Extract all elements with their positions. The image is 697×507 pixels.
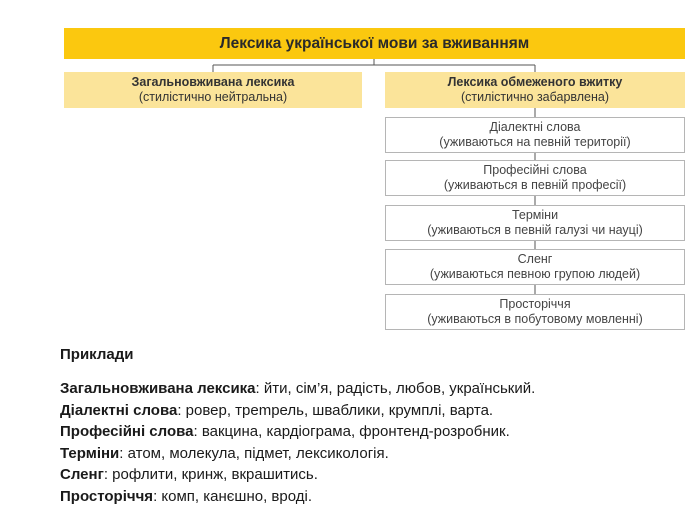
example-line <box>60 400 685 422</box>
example-words: : ровер, трempель, шваблики, крумплі, варта. <box>177 401 494 419</box>
subtype-name: Просторіччя <box>499 297 571 311</box>
category-box-restricted-vocabulary <box>385 72 685 108</box>
example-line <box>60 486 685 507</box>
subtype-box-terms <box>385 205 685 241</box>
category-note: (стилістично нейтральна) <box>138 90 288 104</box>
examples-heading: Приклади <box>60 346 134 363</box>
example-line <box>60 378 685 400</box>
category-name: Загальновживана лексика <box>131 75 295 89</box>
subtype-name: Професійні слова <box>483 163 587 177</box>
subtype-description: (уживаються в певній галузі чи науці) <box>427 223 643 237</box>
example-line <box>60 421 685 443</box>
category-note: (стилістично забарвлена) <box>460 90 610 104</box>
examples-section <box>60 346 685 507</box>
example-term: Терміни <box>60 444 120 462</box>
example-words: : йти, сім’я, радість, любов, український. <box>255 380 536 397</box>
example-term: Професійні слова <box>60 423 194 440</box>
example-words: : атом, молекула, підмет, лексикологія. <box>119 444 389 462</box>
example-words: : рофлити, кринж, вкрашитись. <box>103 466 318 483</box>
example-term: Просторіччя <box>60 487 154 505</box>
example-term: Діалектні слова <box>60 401 178 419</box>
subtype-name: Терміни <box>511 208 559 222</box>
subtype-description: (уживаються на певній території) <box>439 135 631 149</box>
example-words: : комп, канєшно, вроді. <box>153 487 312 505</box>
subtype-description: (уживаються певною групою людей) <box>429 267 641 281</box>
subtype-box-slang <box>385 249 685 285</box>
subtype-description: (уживаються в побутовому мовленні) <box>427 312 643 326</box>
subtype-box-dialect <box>385 117 685 153</box>
diagram-title-box <box>64 28 685 59</box>
example-words: : вакцина, кардіограма, фронтенд-розробник. <box>193 423 510 440</box>
subtype-name: Сленг <box>517 252 553 266</box>
example-line <box>60 443 685 465</box>
subtype-box-colloquial <box>385 294 685 330</box>
category-name: Лексика обмеженого вжитку <box>447 75 623 89</box>
example-term: Сленг <box>60 466 104 483</box>
example-term: Загальновживана лексика <box>60 380 256 397</box>
subtype-description: (уживаються в певній професії) <box>443 178 627 192</box>
subtype-box-professional <box>385 160 685 196</box>
subtype-name: Діалектні слова <box>489 120 581 134</box>
diagram-title: Лексика української мови за вживанням <box>219 34 530 52</box>
category-box-common-vocabulary <box>64 72 362 108</box>
example-line <box>60 464 685 486</box>
